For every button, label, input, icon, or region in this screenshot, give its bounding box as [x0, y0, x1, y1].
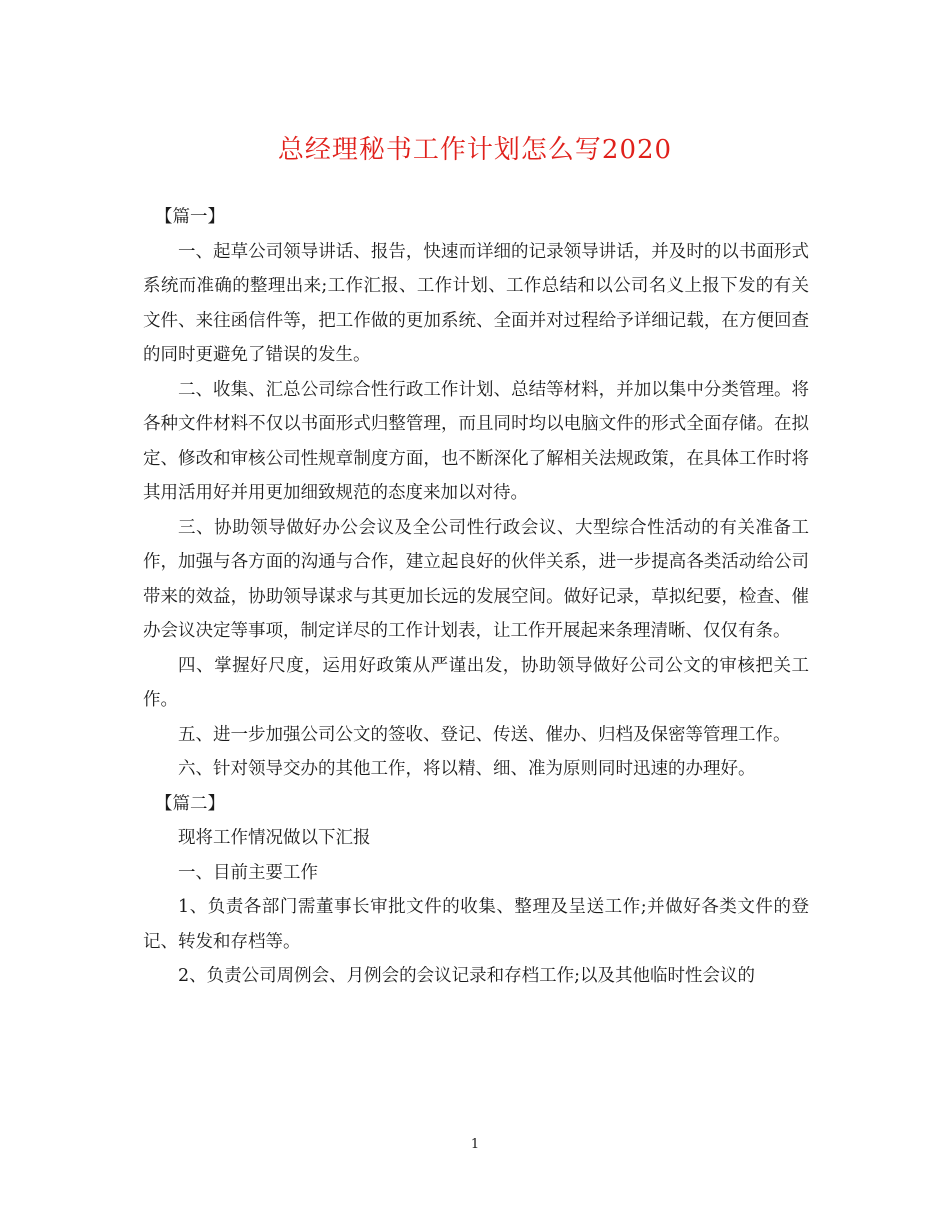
paragraph: 三、协助领导做好办公会议及全公司性行政会议、大型综合性活动的有关准备工作，加强与各方面的沟通与合作，建立起良好的伙伴关系，进一步提高各类活动给公司带来的效益，协助领导谋求与其更加长远的发展空间。做好记录，草拟纪要，检查、催办会议决定等事项，制定详尽的工作计划表，让工作开展起来条理清晰、仅仅有条。 [143, 517, 809, 641]
section-heading: 【篇一】 [155, 207, 225, 227]
paragraph: 1、负责各部门需董事长审批文件的收集、整理及呈送工作;并做好各类文件的登记、转发和存档等。 [143, 897, 809, 952]
paragraph: 一、目前主要工作 [178, 862, 318, 883]
paragraph: 六、针对领导交办的其他工作，将以精、细、准为原则同时迅速的办理好。 [178, 759, 756, 779]
paragraph: 二、收集、汇总公司综合性行政工作计划、总结等材料，并加以集中分类管理。将各种文件材料不仅以书面形式归整管理，而且同时均以电脑文件的形式全面存储。在拟定、修改和审核公司性规章制度方面，也不断深化了解相关法规政策，在具体工作时将其用活用好并用更加细致规范的态度来加以对待。 [143, 379, 809, 503]
paragraph: 2、负责公司周例会、月例会的会议记录和存档工作;以及其他临时性会议的 [178, 966, 756, 986]
paragraph: 五、进一步加强公司公文的签收、登记、传送、催办、归档及保密等管理工作。 [178, 724, 791, 745]
section-heading: 【篇二】 [155, 793, 225, 814]
paragraph: 现将工作情况做以下汇报 [178, 828, 371, 848]
paragraph: 四、掌握好尺度，运用好政策从严谨出发，协助领导做好公司公文的审核把关工作。 [143, 655, 809, 710]
paragraph: 一、起草公司领导讲话、报告，快速而详细的记录领导讲话，并及时的以书面形式系统而准确的整理出来;工作汇报、工作计划、工作总结和以公司名义上报下发的有关文件、来往函信件等，把工作做的更加系统、全面并对过程给予详细记载，在方便回查的同时更避免了错误的发生。 [143, 241, 809, 365]
page-number: 1 [470, 1137, 480, 1152]
document-title: 总经理秘书工作计划怎么写2020 [277, 135, 673, 165]
document-body [143, 200, 809, 994]
